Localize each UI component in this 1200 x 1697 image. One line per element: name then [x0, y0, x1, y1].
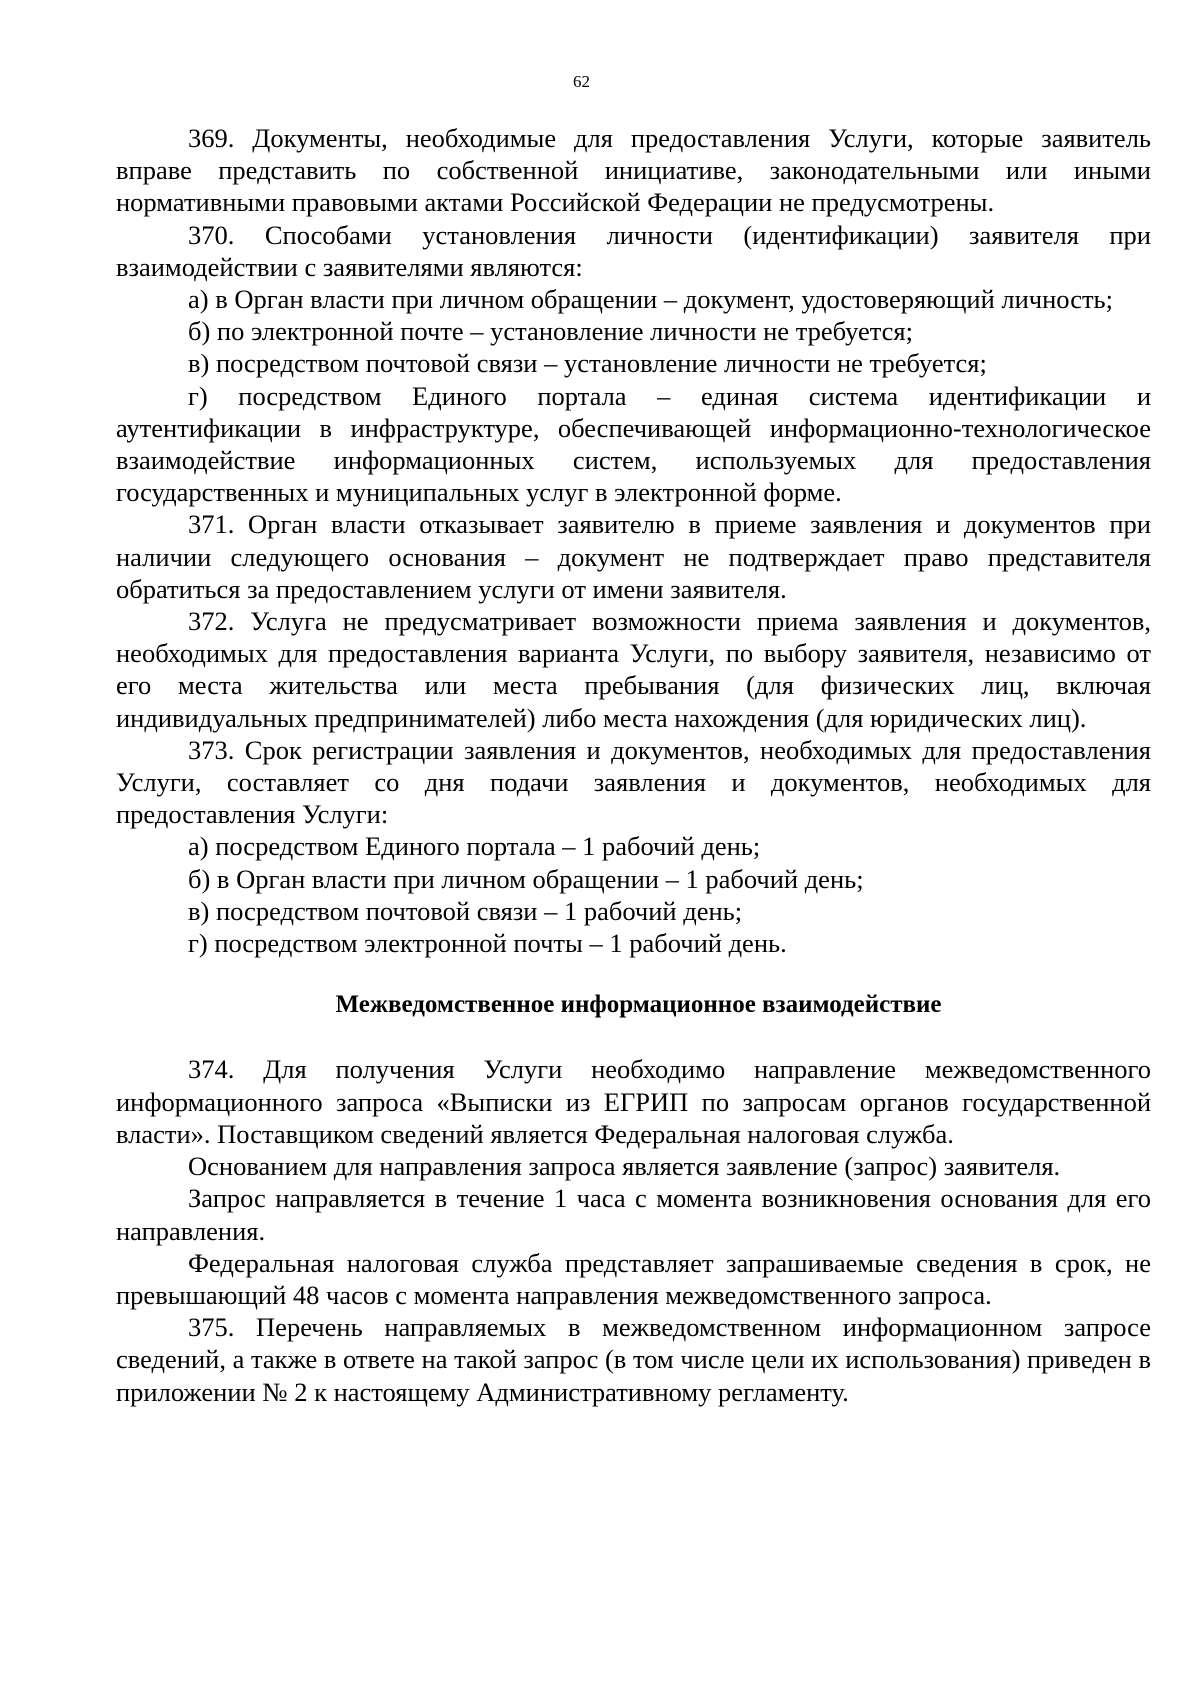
paragraph-373: 373. Срок регистрации заявления и документов, необходимых для предоставления Услуги, составляет со дня подачи заявления и документов, необходимых для предоставления Услуги: [116, 734, 1151, 830]
document-body [116, 122, 1151, 1408]
list-item-370-g: г) посредством Единого портала – единая система идентификации и аутентификации в инфраструктуре, обеспечивающей информационно-технологическое взаимодействие информационных систем, используемых для предоставления государственных и муниципальных услуг в электронной форме. [116, 380, 1151, 508]
paragraph-374: 374. Для получения Услуги необходимо направление межведомственного информационного запроса «Выписки из ЕГРИП по запросам органов государственной власти». Поставщиком сведений является Федеральная налоговая служба. [116, 1054, 1151, 1149]
list-item-373-b: б) в Орган власти при личном обращении – 1 рабочий день; [188, 863, 864, 894]
paragraph-374-timing: Запрос направляется в течение 1 часа с момента возникновения основания для его направления. [116, 1183, 1151, 1246]
paragraph-369: 369. Документы, необходимые для предоставления Услуги, которые заявитель вправе представить по собственной инициативе, законодательными или иными нормативными правовыми актами Российской Федерации не предусмотрены. [116, 123, 1151, 218]
paragraph-374-basis: Основанием для направления запроса является заявление (запрос) заявителя. [188, 1151, 1061, 1182]
list-item-373-v: в) посредством почтовой связи – 1 рабочий день; [188, 895, 743, 926]
paragraph-372: 372. Услуга не предусматривает возможности приема заявления и документов, необходимых для предоставления варианта Услуги, по выбору заявителя, независимо от его места жительства или места пребывания (для физических лиц, включая индивидуальных предпринимателей) либо места нахождения (для юридических лиц). [116, 606, 1151, 733]
list-item-373-g: г) посредством электронной почты – 1 рабочий день. [188, 928, 787, 959]
page-number: 62 [573, 72, 590, 91]
list-item-370-a: а) в Орган власти при личном обращении – документ, удостоверяющий личность; [188, 284, 1113, 315]
list-item-370-v: в) посредством почтовой связи – установление личности не требуется; [188, 348, 987, 379]
paragraph-371: 371. Орган власти отказывает заявителю в приеме заявления и документов при наличии следующего основания – документ не подтверждает право представителя обратиться за предоставлением услуги от имени заявителя. [116, 509, 1151, 604]
paragraph-375: 375. Перечень направляемых в межведомственном информационном запросе сведений, а также в ответе на такой запрос (в том числе цели их использования) приведен в приложении № 2 к настоящему Административному регламенту. [116, 1312, 1152, 1407]
paragraph-370: 370. Способами установления личности (идентификации) заявителя при взаимодействии с заявителями являются: [116, 219, 1151, 282]
list-item-370-b: б) по электронной почте – установление личности не требуется; [188, 316, 913, 347]
list-item-373-a: а) посредством Единого портала – 1 рабочий день; [188, 831, 761, 862]
section-heading: Межведомственное информационное взаимодействие [335, 991, 942, 1019]
paragraph-374-response: Федеральная налоговая служба представляет запрашиваемые сведения в срок, не превышающий 48 часов с момента направления межведомственного запроса. [116, 1247, 1151, 1310]
